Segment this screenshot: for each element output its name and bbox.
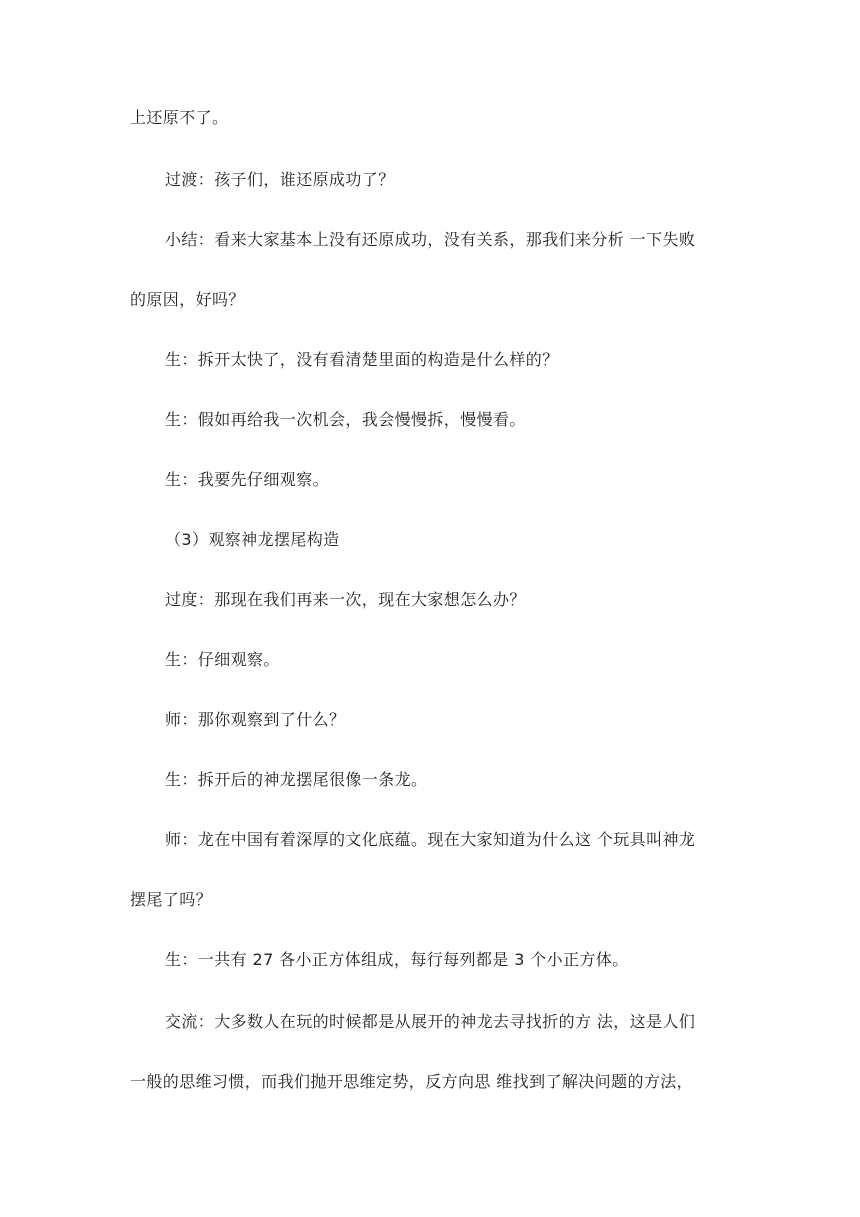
text-line-summary: 小结：看来大家基本上没有还原成功，没有关系，那我们来分析 一下失败 [165, 230, 696, 249]
text-line-student: 生：假如再给我一次机会，我会慢慢拆，慢慢看。 [165, 410, 526, 429]
text-line-teacher: 师：那你观察到了什么？ [165, 710, 346, 729]
text-line-student: 生：我要先仔细观察。 [165, 470, 330, 489]
text-line-continuation: 上还原不了。 [130, 108, 229, 127]
text-line-exchange: 交流：大多数人在玩的时候都是从展开的神龙去寻找折的方 法，这是人们 [165, 1012, 696, 1031]
text-line-teacher: 师：龙在中国有着深厚的文化底蕴。现在大家知道为什么这 个玩具叫神龙 [165, 830, 696, 849]
text-line-transition: 过度：那现在我们再来一次，现在大家想怎么办？ [165, 590, 526, 609]
text-line-student: 生：一共有 27 各小正方体组成，每行每列都是 3 个小正方体。 [165, 950, 629, 969]
text-line-exchange-cont: 一般的思维习惯，而我们抛开思维定势，反方向思 维找到了解决问题的方法， [130, 1072, 694, 1091]
text-line-transition: 过渡：孩子们，谁还原成功了？ [165, 170, 395, 189]
text-line-summary-cont: 的原因，好吗？ [130, 290, 245, 309]
text-line-student: 生：拆开太快了，没有看清楚里面的构造是什么样的？ [165, 350, 559, 369]
text-line-student: 生：拆开后的神龙摆尾很像一条龙。 [165, 770, 428, 789]
text-line-teacher-cont: 摆尾了吗？ [130, 890, 213, 909]
text-line-student: 生：仔细观察。 [165, 650, 280, 669]
section-heading: （3）观察神龙摆尾构造 [165, 530, 340, 549]
